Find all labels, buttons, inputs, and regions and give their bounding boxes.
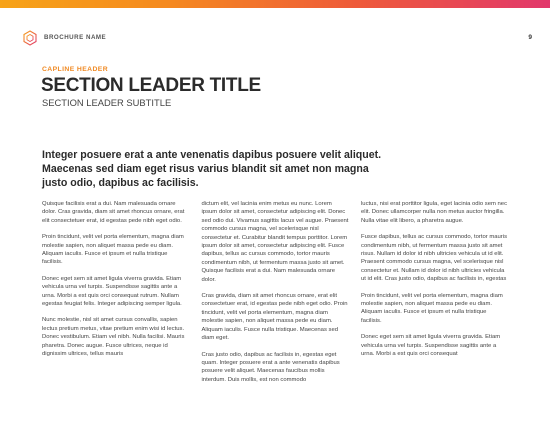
lead-paragraph: Integer posuere erat a ante venenatis dapibus posuere velit aliquet. Maecenas sed diam eget risus varius blandit sit amet non magna justo odio, dapibus ac facilisis.: [42, 149, 382, 189]
body-paragraph: Nunc molestie, nisl sit amet cursus convallis, sapien lectus pretium metus, vitae pretium enim wisi id lectus. Donec vestibulum. Etiam vel nibh. Nulla facilisi. Mauris pharetra. Donec augue. Fusce ultrices, neque id dignissim ultrices, tellus mauris: [42, 317, 185, 358]
body-paragraph: Fusce dapibus, tellus ac cursus commodo, tortor mauris condimentum nibh, ut fermentum massa justo sit amet risus. Nullam id dolor id nibh ultricies vehicula ut id elit. Praesent commodo cursus magna, vel scelerisque nisl consectetur et. Nullam id dolor id nibh ultricies vehicula ut id elit. Cras justo odio, dapibus ac facilisis in, egestas: [361, 234, 508, 283]
body-paragraph: Quisque facilisis erat a dui. Nam malesuada ornare dolor. Cras gravida, diam sit amet rhoncus ornare, erat elit consectetuer erat, id egestas pede nibh eget odio.: [42, 201, 185, 224]
body-column-2: [202, 200, 349, 392]
body-paragraph: Donec eget sem sit amet ligula viverra gravida. Etiam vehicula urna vel turpis. Suspendisse sagittis ante a urna. Morbi a est quis orci consequat rutrum. Nullam egestas feugiat felis. Integer adipiscing semper ligula.: [42, 275, 182, 308]
caption-header: CAPLINE HEADER: [42, 66, 109, 73]
body-paragraph: Cras justo odio, dapibus ac facilisis in, egestas eget quam. Integer posuere erat a ante venenatis dapibus posuere velit aliquet. Maecenas faucibus mollis interdum. Duis mollis, est non commodo: [201, 351, 340, 383]
body-column-1: [42, 200, 189, 392]
body-paragraph: Proin tincidunt, velit vel porta elementum, magna diam molestie sapien, non aliquet massa pede eu diam. Aliquam iaculis. Fusce et ipsum et nulla tristique facilisis.: [361, 292, 503, 324]
body-paragraph: Proin tincidunt, velit vel porta elementum, magna diam molestie sapien, non aliquet massa pede eu diam. Aliquam iaculis. Fusce et ipsum et nulla tristique facilisis.: [42, 234, 184, 266]
body-column-3: [361, 200, 508, 392]
hexagon-logo-icon: [22, 30, 38, 46]
top-gradient-bar: [0, 0, 550, 8]
page-header: [22, 30, 532, 50]
body-paragraph: Donec eget sem sit amet ligula viverra gravida. Etiam vehicula urna vel turpis. Suspendisse sagittis ante a urna. Morbi a est quis orci consequat: [361, 334, 501, 358]
body-columns: [42, 200, 508, 392]
section-subtitle: SECTION LEADER SUBTITLE: [42, 97, 172, 108]
brochure-name: BROCHURE NAME: [44, 34, 107, 41]
body-paragraph: luctus, nisi erat porttitor ligula, eget lacinia odio sem nec elit. Donec ullamcorper nulla non metus auctor fringilla. Nulla vitae elit libero, a pharetra augue.: [361, 201, 508, 224]
body-paragraph: dictum elit, vel lacinia enim metus eu nunc. Lorem ipsum dolor sit amet, consectetur adipiscing elit. Donec sed odio dui. Vivamus sagittis lacus vel augue. Praesent commodo cursus magna, vel scelerisque nisl consectetur et. Curabitur blandit tempus porttitor. Lorem ipsum dolor sit amet, consectetur adipiscing elit. Fusce dapibus, tellus ac cursus commodo, tortor mauris condimentum nibh, ut fermentum massa justo sit amet. Quisque facilisis erat a dui. Nam malesuada ornare dolor.: [201, 201, 349, 283]
section-title: SECTION LEADER TITLE: [41, 75, 261, 96]
body-paragraph: Cras gravida, diam sit amet rhoncus ornare, erat elit consectetuer erat, id egestas pede nibh eget odio. Proin tincidunt, velit vel porta elementum, magna diam molestie sapien, non aliquet massa pede eu diam. Aliquam iaculis. Fusce nulla tristique. Maecenas sed diam eget.: [201, 293, 348, 342]
page-number: 9: [528, 34, 532, 41]
